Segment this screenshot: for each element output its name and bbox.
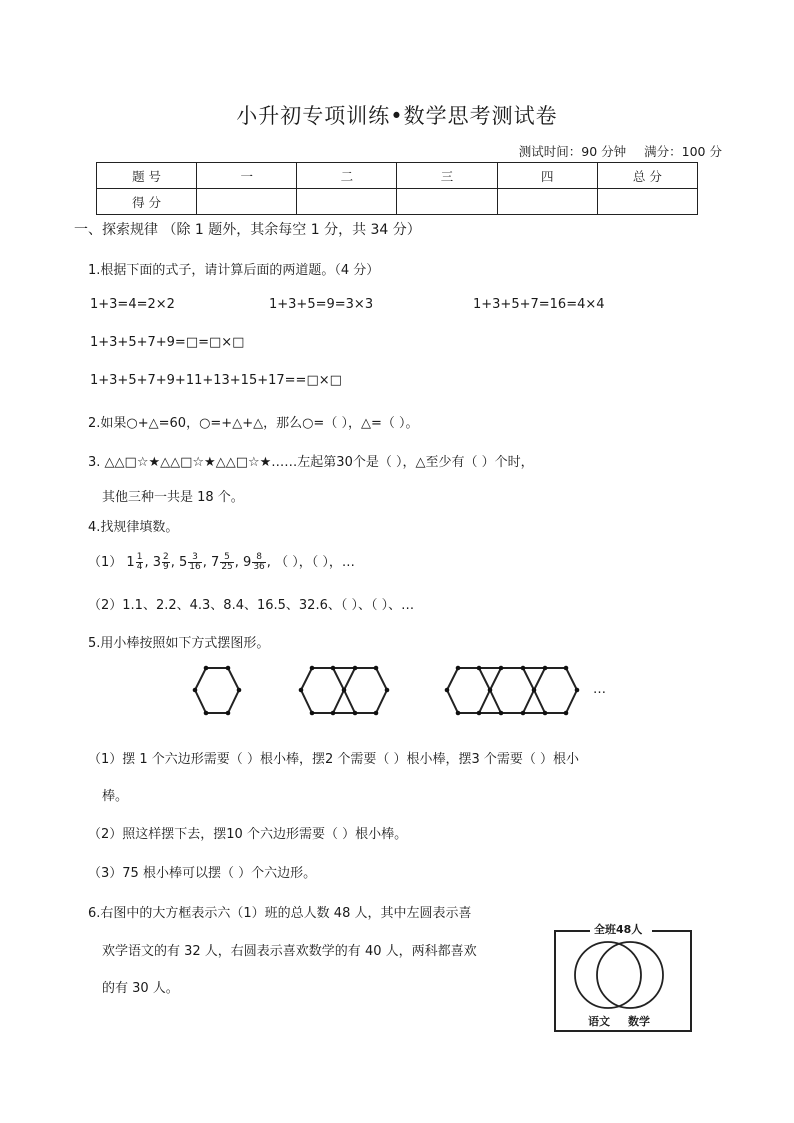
exam-time: 测试时间：90 分钟 (518, 144, 627, 159)
header-cell: 四 (497, 163, 597, 189)
q5-part1: （1）摆 1 个六边形需要（ ）根小棒，摆2 个需要（ ）根小棒，摆3 个需要（ ）根小 (88, 752, 580, 767)
q4-part1-label: （1） (88, 555, 123, 570)
venn-label-chinese: 语文 (588, 1015, 610, 1028)
q1-stem: 1.根据下面的式子，请计算后面的两道题。（4 分） (88, 263, 380, 278)
mixed-fraction: 1 $\frac{1}{4}$ , (126, 552, 149, 572)
venn-circle-chinese (575, 942, 641, 1008)
exam-full-score: 满分：100 分 (644, 144, 722, 159)
section-heading: 一、探索规律 （除 1 题外，其余每空 1 分，共 34 分） (74, 222, 421, 238)
q5-part3: （3）75 根小棒可以摆（ ）个六边形。 (88, 866, 317, 881)
venn-title: 全班48人 (594, 923, 643, 936)
score-row-label: 得 分 (97, 189, 197, 215)
header-cell: 二 (297, 163, 397, 189)
figure-ellipsis: … (593, 682, 606, 697)
mixed-fraction: 7 $\frac{5}{25}$ , (211, 552, 239, 572)
q4-part2: （2）1.1、2.2、4.3、8.4、16.5、32.6、（ ）、（ ）、… (88, 598, 415, 613)
q3-line: 其他三种一共是 18 个。 (102, 490, 244, 505)
header-cell: 题 号 (97, 163, 197, 189)
q4-part1-blanks: （ ），（ ），… (275, 555, 355, 570)
q6-line: 欢学语文的有 32 人，右圆表示喜欢数学的有 40 人，两科都喜欢 (102, 944, 477, 959)
q5-stem: 5.用小棒按照如下方式摆图形。 (88, 636, 270, 651)
header-cell: 三 (397, 163, 497, 189)
q1-example: 1+3+5+7=16=4×4 (473, 297, 605, 312)
q2-text: 2.如果○+△=60，○=+△+△，那么○=（ ），△=（ ）。 (88, 416, 419, 431)
mixed-fraction: 5 $\frac{3}{16}$ , (179, 552, 207, 572)
q1-example: 1+3+5=9=3×3 (269, 297, 374, 312)
q1-example: 1+3=4=2×2 (90, 297, 175, 312)
venn-circle-math (597, 942, 663, 1008)
q6-line: 6.右图中的大方框表示六（1）班的总人数 48 人，其中左圆表示喜 (88, 906, 472, 921)
q3-line: 3. △△□☆★△△□☆★△△□☆★……左起第30个是（ ），△至少有（ ）个时， (88, 455, 534, 470)
q1-line: 1+3+5+7+9+11+13+15+17==□×□ (90, 373, 342, 388)
q4-stem: 4.找规律填数。 (88, 520, 179, 535)
mixed-fraction: 9 $\frac{8}{36}$ , (243, 552, 271, 572)
header-cell: 一 (197, 163, 297, 189)
header-cell: 总 分 (597, 163, 697, 189)
q5-part1-cont: 棒。 (102, 789, 129, 804)
page-title: 小升初专项训练•数学思考测试卷 (236, 104, 558, 128)
venn-label-math: 数学 (628, 1015, 650, 1028)
q6-line: 的有 30 人。 (102, 981, 179, 996)
mixed-fraction: 3 $\frac{2}{9}$ , (152, 552, 175, 572)
q5-part2: （2）照这样摆下去，摆10 个六边形需要（ ）根小棒。 (88, 827, 408, 842)
q1-line: 1+3+5+7+9=□=□×□ (90, 335, 245, 350)
